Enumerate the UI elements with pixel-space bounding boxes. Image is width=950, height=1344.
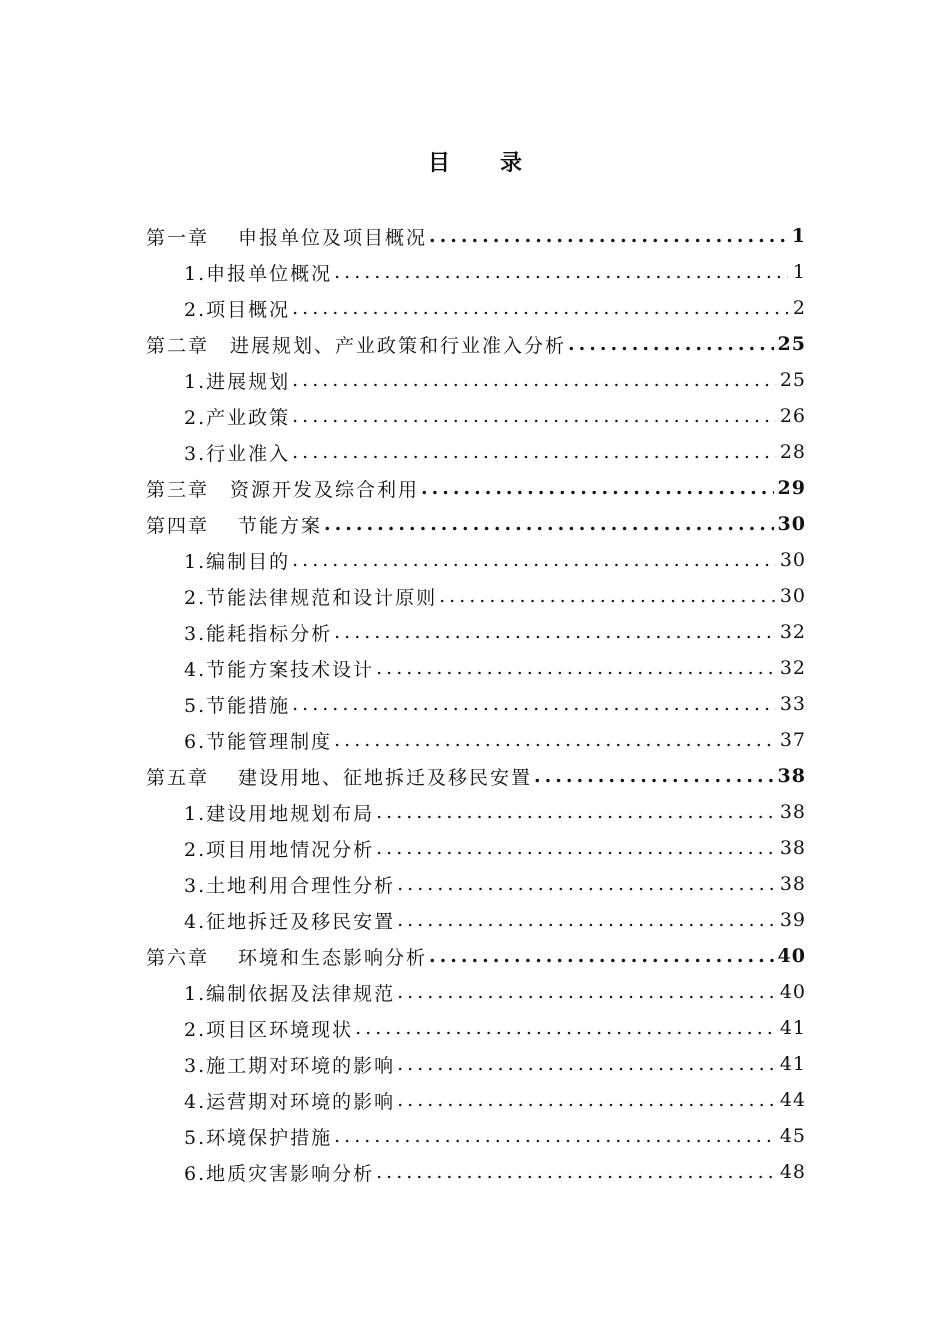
toc-section-entry[interactable] [146,1118,806,1154]
dot-leader [292,441,776,463]
toc-section-entry[interactable] [146,398,806,434]
toc-section-entry[interactable] [146,1010,806,1046]
toc-entry-label: 3.能耗指标分析 [184,622,333,645]
toc-entry-page: 45 [779,1125,806,1147]
toc-entry-label: 6.节能管理制度 [184,730,333,753]
toc-chapter-entry[interactable] [146,938,806,974]
toc-section-entry[interactable] [146,650,806,686]
toc-entry-label: 第四章 节能方案 [146,514,323,537]
toc-entry-label: 2.项目概况 [184,298,291,321]
toc-entry-page: 44 [779,1089,806,1111]
toc-section-entry[interactable] [146,866,806,902]
dot-leader [429,225,788,247]
dot-leader [376,1161,776,1183]
toc-entry-page: 26 [779,405,806,427]
toc-chapter-entry[interactable] [146,218,806,254]
toc-section-entry[interactable] [146,290,806,326]
dot-leader [334,1125,776,1147]
dot-leader [292,297,788,319]
dot-leader [568,333,774,355]
toc-section-entry[interactable] [146,902,806,938]
toc-entry-label: 1.申报单位概况 [184,262,333,285]
dot-leader [376,837,776,859]
dot-leader [376,801,776,823]
toc-entry-label: 2.项目用地情况分析 [184,838,375,861]
toc-section-entry[interactable] [146,830,806,866]
dot-leader [292,369,776,391]
toc-entry-page: 41 [779,1053,806,1075]
toc-entry-page: 25 [779,369,806,391]
toc-section-entry[interactable] [146,362,806,398]
toc-entry-label: 3.行业准入 [184,442,291,465]
toc-entry-page: 28 [779,441,806,463]
toc-entry-page: 1 [791,225,806,247]
toc-entry-page: 39 [779,909,806,931]
toc-title-left: 目 [427,150,450,176]
toc-entry-page: 40 [777,945,806,967]
toc-entry-page: 2 [792,297,806,319]
dot-leader [397,873,776,895]
toc-entry-label: 5.环境保护措施 [184,1126,333,1149]
dot-leader [376,657,776,679]
dot-leader [292,405,776,427]
toc-entry-label: 2.产业政策 [184,406,291,429]
toc-entry-label: 4.节能方案技术设计 [184,658,375,681]
dot-leader [324,513,774,535]
toc-entry-label: 3.土地利用合理性分析 [184,874,396,897]
toc-entry-page: 38 [779,801,806,823]
toc-entry-label: 第一章 申报单位及项目概况 [146,226,428,249]
toc-section-entry[interactable] [146,614,806,650]
dot-leader [439,585,776,607]
toc-chapter-entry[interactable] [146,758,806,794]
toc-section-entry[interactable] [146,722,806,758]
toc-section-entry[interactable] [146,1154,806,1190]
toc-entry-page: 38 [779,873,806,895]
toc-entry-page: 40 [779,981,806,1003]
toc-entry-label: 5.节能措施 [184,694,291,717]
toc-entry-label: 3.施工期对环境的影响 [184,1054,396,1077]
toc-entry-label: 1.编制目的 [184,550,291,573]
toc-entry-label: 第五章 建设用地、征地拆迁及移民安置 [146,766,533,789]
toc-entry-page: 25 [777,333,806,355]
dot-leader [355,1017,776,1039]
toc-entry-label: 1.建设用地规划布局 [184,802,375,825]
toc-entry-label: 第二章 进展规划、产业政策和行业准入分析 [146,334,567,357]
toc-entry-label: 1.编制依据及法律规范 [184,982,396,1005]
toc-section-entry[interactable] [146,1082,806,1118]
toc-section-entry[interactable] [146,974,806,1010]
dot-leader [334,261,788,283]
dot-leader [397,909,776,931]
toc-entry-page: 29 [777,477,806,499]
table-of-contents [146,218,806,1190]
toc-entry-label: 4.征地拆迁及移民安置 [184,910,396,933]
dot-leader [334,621,776,643]
toc-title-right: 录 [500,150,523,176]
toc-entry-page: 1 [792,261,806,283]
toc-entry-label: 2.项目区环境现状 [184,1018,354,1041]
toc-section-entry[interactable] [146,434,806,470]
toc-entry-page: 38 [779,837,806,859]
dot-leader [421,477,774,499]
dot-leader [534,765,774,787]
toc-entry-page: 32 [779,657,806,679]
toc-entry-label: 6.地质灾害影响分析 [184,1162,375,1185]
toc-section-entry[interactable] [146,1046,806,1082]
toc-entry-page: 33 [779,693,806,715]
toc-entry-label: 1.进展规划 [184,370,291,393]
toc-entry-page: 38 [777,765,806,787]
toc-entry-page: 30 [777,513,806,535]
toc-section-entry[interactable] [146,578,806,614]
toc-title [0,146,950,177]
dot-leader [334,729,776,751]
toc-entry-label: 2.节能法律规范和设计原则 [184,586,438,609]
toc-section-entry[interactable] [146,254,806,290]
toc-section-entry[interactable] [146,686,806,722]
toc-section-entry[interactable] [146,794,806,830]
toc-entry-page: 37 [779,729,806,751]
toc-entry-page: 41 [779,1017,806,1039]
dot-leader [292,693,776,715]
toc-entry-label: 第三章 资源开发及综合利用 [146,478,420,501]
toc-entry-label: 4.运营期对环境的影响 [184,1090,396,1113]
toc-chapter-entry[interactable] [146,326,806,362]
dot-leader [397,981,776,1003]
toc-chapter-entry[interactable] [146,470,806,506]
dot-leader [429,945,774,967]
toc-entry-page: 32 [779,621,806,643]
toc-entry-page: 30 [779,585,806,607]
dot-leader [397,1053,776,1075]
toc-section-entry[interactable] [146,542,806,578]
dot-leader [292,549,776,571]
toc-entry-page: 48 [779,1161,806,1183]
toc-entry-label: 第六章 环境和生态影响分析 [146,946,428,969]
toc-entry-page: 30 [779,549,806,571]
dot-leader [397,1089,776,1111]
toc-chapter-entry[interactable] [146,506,806,542]
